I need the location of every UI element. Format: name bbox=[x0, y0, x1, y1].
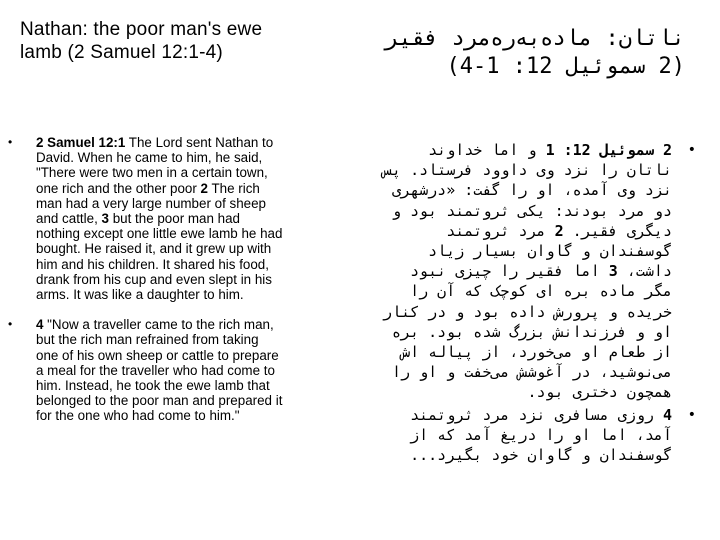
bullet-dot-icon: • bbox=[8, 317, 13, 332]
verse-number: 2 bbox=[554, 221, 564, 240]
kurdish-bullet-2 bbox=[370, 405, 710, 466]
english-column bbox=[0, 0, 290, 540]
verse-number: 4 bbox=[662, 405, 672, 424]
bullet-dot-icon: • bbox=[687, 142, 696, 158]
verse-reference: 2 Samuel 12:1 bbox=[36, 135, 126, 150]
kurdish-bullet-list bbox=[370, 140, 710, 467]
verse-number: 3 bbox=[608, 262, 618, 281]
english-bullet-1 bbox=[0, 135, 290, 302]
verse-number: 4 bbox=[36, 317, 44, 333]
kurdish-column bbox=[370, 0, 710, 540]
verse-number: 3 bbox=[101, 211, 109, 227]
english-bullet-list bbox=[0, 135, 290, 439]
verse-text: اما فقیر را چیزی نبود مگر ماده بره ای کوچک که آن را خریده و پرورش داده بود و در کنار او و فرزندانش بزرگ شده بود. بره از طعام او می‌خورد، از پیاله اش می‌نوشید، در آغوشش می‌خفت و او را همچون دختری بود. bbox=[383, 262, 672, 402]
verse-number: 2 bbox=[200, 180, 208, 196]
kurdish-title: ناتان: مادەبەرەمرد فقیر (2 سموئیل 12: 1-4) bbox=[385, 26, 685, 79]
bullet-dot-icon: • bbox=[687, 406, 696, 423]
verse-text: "Now a traveller came to the rich man, but the rich man refrained from taking one of his own sheep or cattle to prepare a meal for the traveller who had come to him. Instead, he took the ewe lamb that belonged to the poor man and prepared it for the one who had come to him." bbox=[36, 317, 283, 424]
verse-text: The rich man had a very large number of sheep and cattle, bbox=[36, 180, 267, 227]
english-title: Nathan: the poor man's ewe lamb (2 Samuel 12:1-4) bbox=[20, 19, 263, 63]
english-bullet-2 bbox=[0, 317, 290, 423]
verse-text: but the poor man had nothing except one little ewe lamb he had bought. He raised it, and it grew up with him and his children. It shared his food, drank from his cup and even slept in his arms. It was like a daughter to him. bbox=[36, 211, 283, 303]
verse-text: مرد ثروتمند گوسفندان و گاوان بسیار زیاد داشت، bbox=[428, 221, 672, 281]
kurdish-bullet-1 bbox=[370, 140, 710, 403]
verse-text: The Lord sent Nathan to David. When he came to him, he said, "There were two men in a certain town, one rich and the other poor bbox=[36, 135, 274, 196]
verse-text: روزی مسافری نزد مرد ثروتمند آمد، اما او را دریغ آمد که از گوسفندان و گاوان خود بگیرد... bbox=[410, 405, 672, 465]
verse-text: و اما خداوند ناتان را نزد وی داوود فرستاد. پس نزد وی آمده، او را گفت: «درشهری دو مرد بودند: یکی ثروتمند بود و دیگری فقیر. bbox=[383, 141, 672, 240]
bullet-dot-icon: • bbox=[8, 135, 13, 149]
verse-reference: 2 سموئیل 12: 1 bbox=[545, 141, 672, 159]
